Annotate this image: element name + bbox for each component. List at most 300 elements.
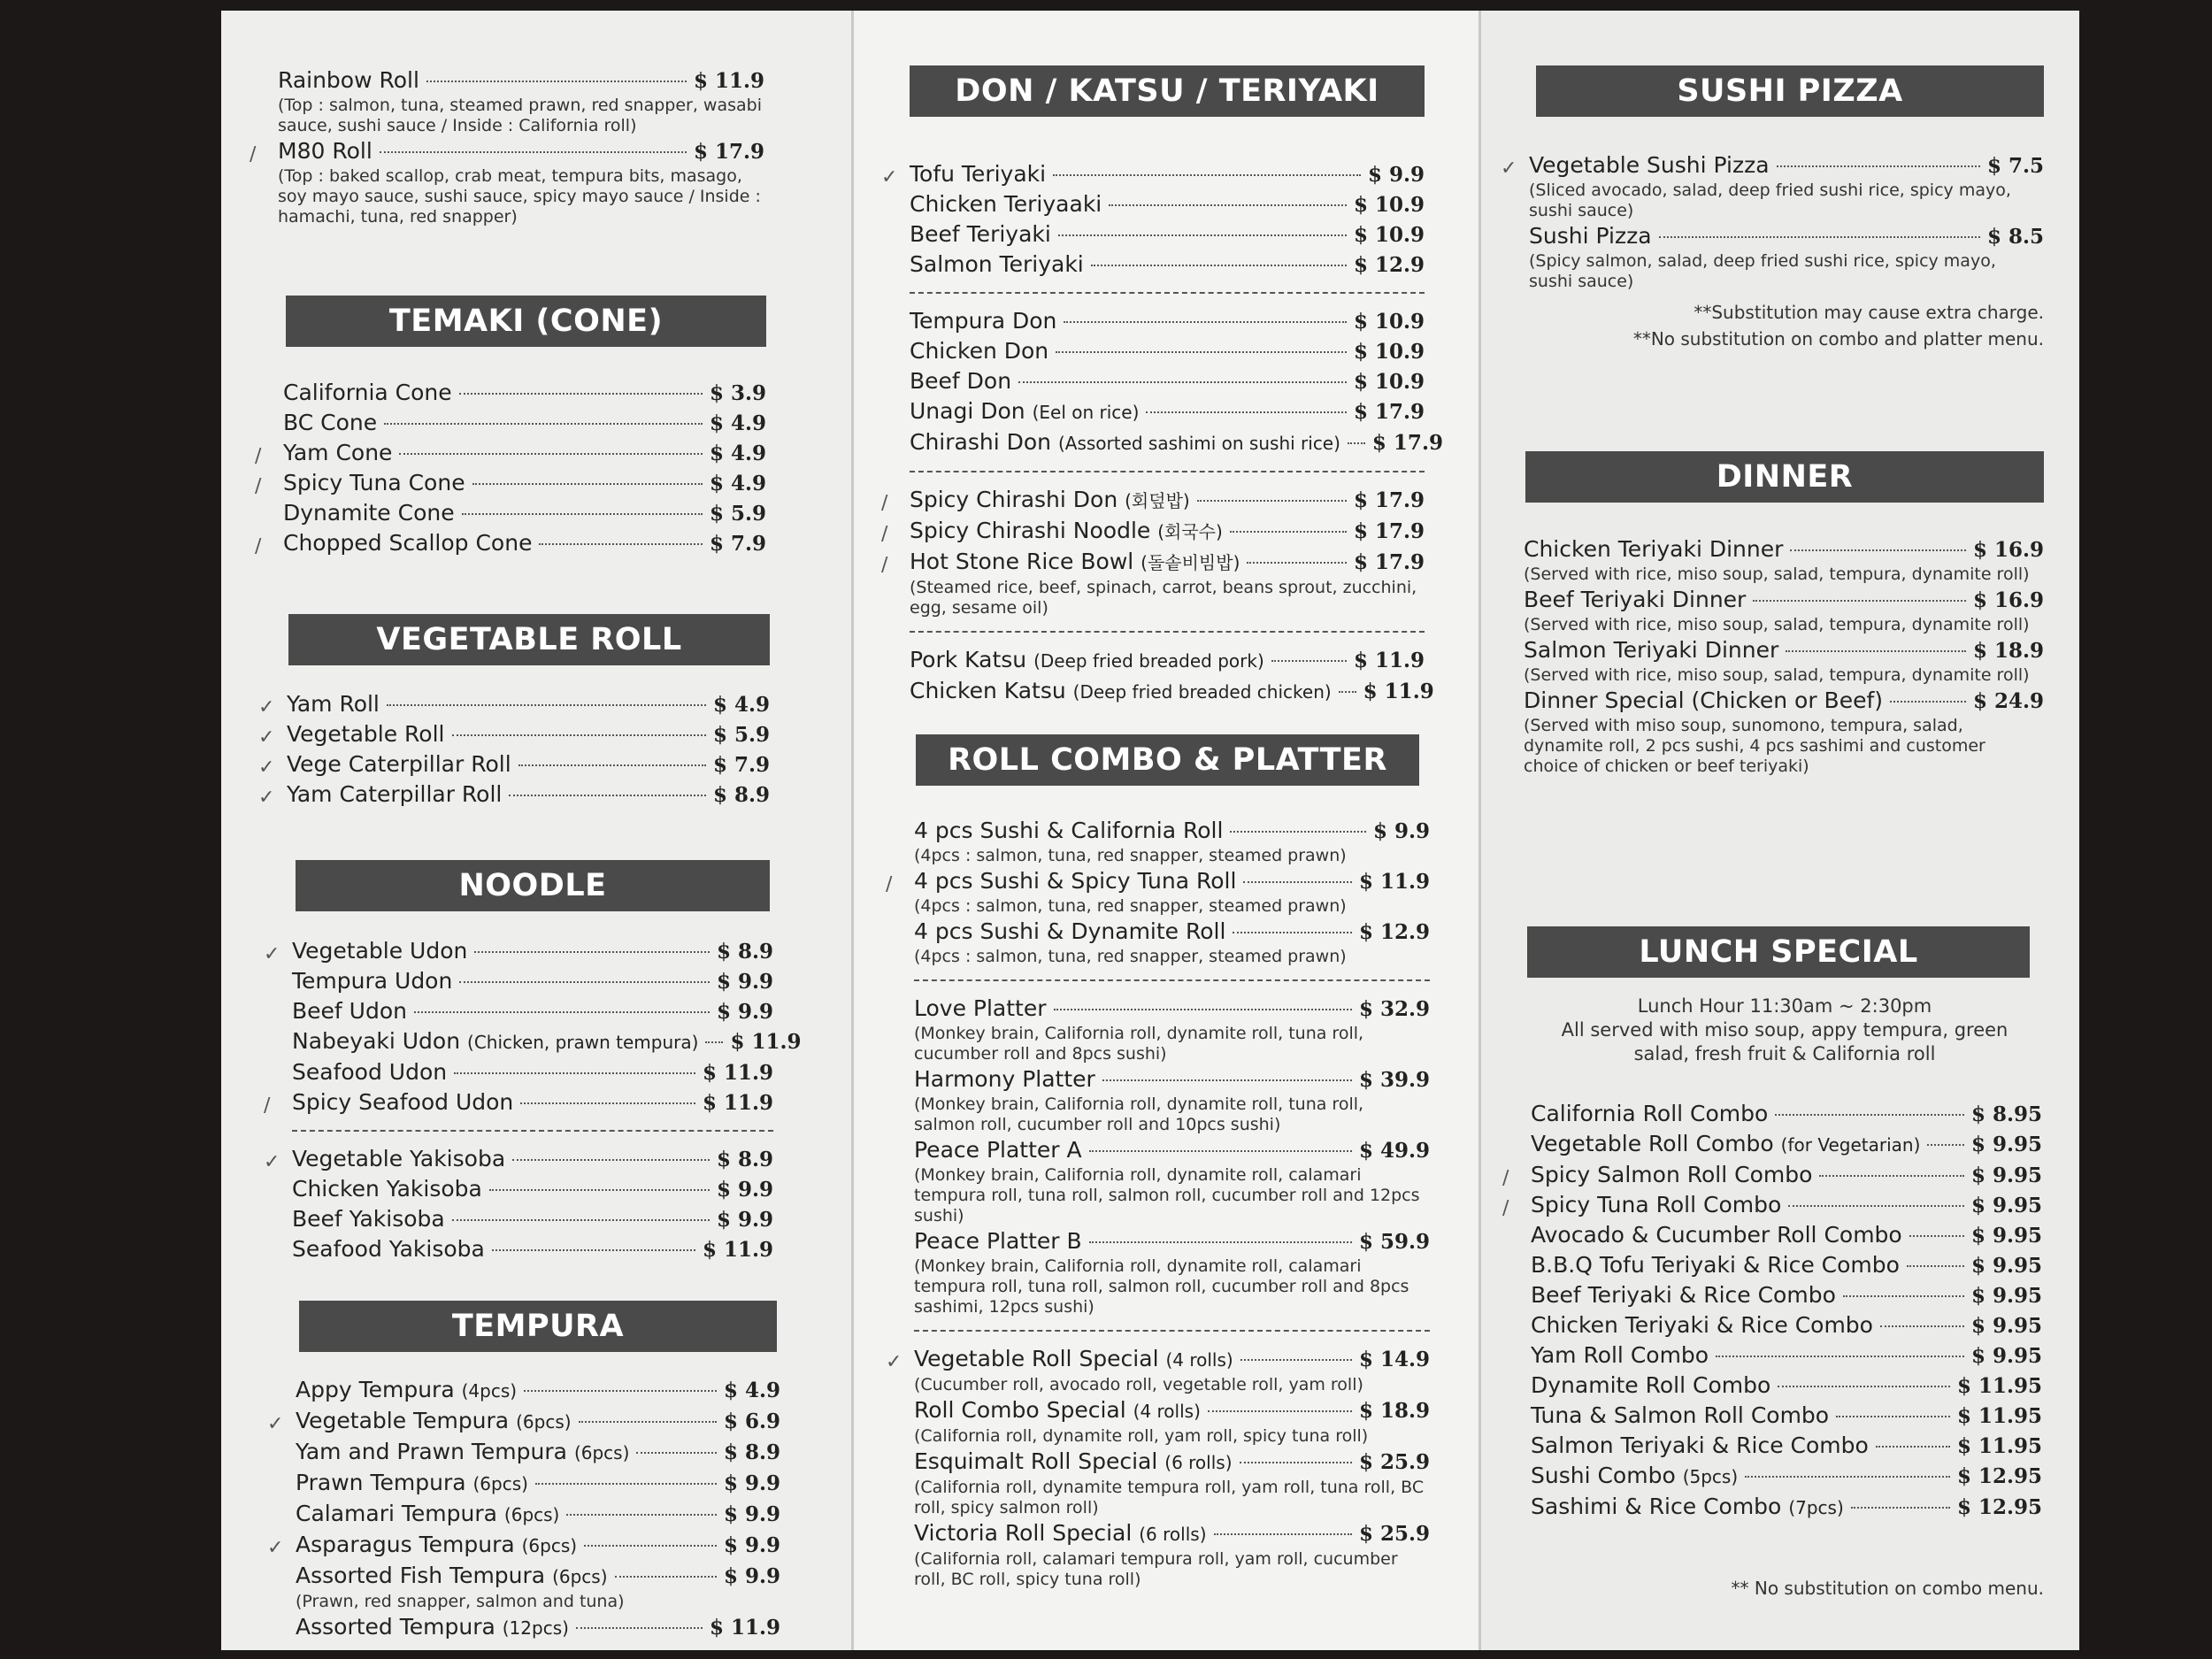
item-name-text: Spicy Chirashi Don	[910, 487, 1118, 512]
dot-leader	[1843, 1295, 1964, 1297]
menu-item	[1531, 1250, 2042, 1280]
item-name	[910, 516, 1223, 547]
item-name	[292, 1204, 445, 1233]
item-name-text: Nabeyaki Udon	[292, 1028, 461, 1054]
dot-leader	[452, 1219, 710, 1221]
item-price: $ 24.9	[1972, 689, 2044, 713]
item-description: (Served with rice, miso soup, salad, tempura, dynamite roll)	[1524, 615, 2030, 634]
item-name	[1531, 1099, 1768, 1128]
item-price: $ 11.9	[709, 1616, 780, 1640]
section-temaki	[286, 296, 766, 365]
item-price: $ 10.9	[1353, 223, 1425, 247]
menu-item	[278, 65, 764, 136]
item-price: $ 9.9	[716, 1000, 773, 1024]
item-name	[910, 427, 1340, 458]
dot-leader	[1927, 1144, 1964, 1146]
item-name-text: Pork Katsu	[910, 647, 1027, 672]
item-subtitle: (5pcs)	[1682, 1466, 1739, 1487]
item-price: $ 8.5	[1986, 225, 2044, 249]
item-name-text: Vegetable Udon	[292, 938, 468, 964]
dot-leader	[584, 1545, 717, 1547]
item-name-text: California Cone	[283, 380, 452, 405]
menu-panel-left	[221, 11, 851, 1650]
item-price: $ 32.9	[1358, 997, 1430, 1021]
item-price: $ 4.9	[709, 442, 766, 465]
item-description: (California roll, calamari tempura roll, yam roll, cucumber roll, BC roll, spicy tuna roll)	[914, 1549, 1398, 1589]
item-name-text: Chicken Teriyaki Dinner	[1524, 536, 1784, 562]
menu-item	[1531, 1492, 2042, 1523]
dot-leader	[1851, 1507, 1950, 1509]
item-price: $ 11.9	[1358, 870, 1430, 894]
substitution-note: **Substitution may cause extra charge.	[1694, 302, 2044, 323]
menu-item	[292, 1204, 773, 1234]
item-name	[287, 749, 511, 779]
item-price: $ 9.95	[1970, 1314, 2042, 1338]
dot-leader	[1876, 1446, 1950, 1448]
item-name-text: Chicken Teriyaki & Rice Combo	[1531, 1312, 1873, 1338]
leaf-icon: ✓	[267, 1537, 284, 1559]
item-name	[910, 219, 1051, 249]
item-name-text: Yam Cone	[283, 440, 393, 465]
item-name	[296, 1406, 572, 1437]
item-price: $ 8.9	[712, 783, 770, 807]
dot-leader	[472, 483, 703, 485]
menu-item	[267, 1406, 780, 1437]
item-price: $ 8.9	[716, 940, 773, 964]
item-price: $ 11.95	[1956, 1374, 2042, 1398]
item-name	[283, 378, 452, 407]
leaf-icon: ✓	[258, 696, 275, 718]
item-name	[910, 336, 1048, 365]
item-price: $ 14.9	[1358, 1348, 1430, 1371]
item-name-text: Sushi Pizza	[1529, 223, 1652, 249]
menu-item	[881, 159, 1425, 189]
item-price: $ 11.9	[1353, 649, 1425, 672]
chili-pepper-icon: ∕	[886, 873, 893, 895]
item-name-text: Vegetable Tempura	[296, 1408, 510, 1433]
item-subtitle: (Deep fried breaded pork)	[1033, 650, 1264, 672]
item-name-text: Beef Teriyaki Dinner	[1524, 587, 1747, 612]
item-name-text: Sushi Combo	[1531, 1463, 1676, 1488]
dot-leader	[705, 1041, 723, 1043]
item-name	[910, 547, 1240, 578]
dot-leader	[1778, 1386, 1950, 1387]
list-roll-combo-platter	[886, 816, 1430, 1590]
item-name	[287, 780, 502, 809]
item-price: $ 25.9	[1358, 1522, 1430, 1546]
item-price: $ 10.9	[1353, 370, 1425, 394]
menu-item	[296, 1499, 780, 1530]
section-vegetable-roll	[288, 614, 770, 683]
item-name	[914, 1344, 1233, 1375]
item-price: $ 17.9	[693, 140, 764, 164]
dot-leader	[1788, 1205, 1964, 1207]
item-name-text: Chicken Don	[910, 338, 1049, 364]
item-name-text: Esquimalt Roll Special	[914, 1448, 1158, 1474]
item-name-text: Sashimi & Rice Combo	[1531, 1494, 1782, 1519]
item-price: $ 4.9	[723, 1379, 780, 1402]
menu-item	[914, 1447, 1430, 1518]
divider	[910, 631, 1425, 633]
dot-leader	[459, 981, 710, 983]
menu-item	[296, 1375, 780, 1406]
item-name	[292, 1087, 513, 1117]
item-description: (California roll, dynamite roll, yam roll, spicy tuna roll)	[914, 1426, 1369, 1446]
item-name	[296, 1530, 577, 1561]
item-price: $ 9.9	[716, 970, 773, 994]
list-sushi-pizza	[1501, 150, 2044, 352]
dot-leader	[1745, 1476, 1950, 1478]
divider	[914, 979, 1430, 981]
item-price: $ 7.9	[709, 532, 766, 556]
item-name	[1531, 1340, 1709, 1370]
item-price: $ 9.9	[723, 1533, 780, 1557]
dot-leader	[1240, 1359, 1352, 1361]
menu-item	[1524, 585, 2044, 635]
menu-item	[296, 1561, 780, 1612]
item-name	[1531, 1280, 1836, 1310]
dot-leader	[1659, 236, 1980, 238]
item-name	[914, 1518, 1207, 1549]
menu-item	[292, 966, 773, 996]
dot-leader	[1109, 204, 1347, 206]
item-name-text: Beef Yakisoba	[292, 1206, 445, 1232]
menu-item	[881, 485, 1425, 516]
dot-leader	[452, 734, 706, 736]
item-name	[1524, 635, 1778, 664]
item-description: (Top : baked scallop, crab meat, tempura bits, masago, soy mayo sauce, sushi sauce, spicy mayo sauce / Inside : hamachi, tuna, red snapper)	[278, 166, 761, 227]
dot-leader	[524, 1390, 717, 1392]
item-name-text: 4 pcs Sushi & Spicy Tuna Roll	[914, 868, 1237, 894]
combo-note: ** No substitution on combo menu.	[1731, 1578, 2044, 1599]
item-name	[292, 936, 467, 965]
dot-leader	[1230, 531, 1347, 533]
item-price: $ 8.9	[723, 1440, 780, 1464]
dot-leader	[1089, 1150, 1352, 1152]
dot-leader	[1775, 1114, 1964, 1116]
divider	[292, 1130, 773, 1132]
item-name-text: BC Cone	[283, 410, 378, 435]
item-name-text: Love Platter	[914, 995, 1047, 1021]
item-name-text: Chopped Scallop Cone	[283, 530, 533, 556]
dot-leader	[1056, 351, 1347, 353]
menu-item	[910, 336, 1425, 366]
leaf-icon: ✓	[258, 787, 275, 809]
item-price: $ 39.9	[1358, 1068, 1430, 1092]
section-title: VEGETABLE ROLL	[288, 614, 770, 665]
item-price: $ 9.95	[1970, 1194, 2042, 1217]
item-name	[287, 689, 380, 718]
item-name-text: Tempura Don	[910, 308, 1057, 334]
item-name-text: Salmon Teriyaki & Rice Combo	[1531, 1432, 1869, 1458]
item-name	[914, 1135, 1082, 1164]
list-temaki	[255, 378, 766, 558]
item-name-text: Beef Teriyaki & Rice Combo	[1531, 1282, 1836, 1308]
list-vegetable-roll	[258, 689, 770, 810]
item-name	[296, 1561, 608, 1592]
item-price: $ 18.9	[1358, 1399, 1430, 1423]
menu-item	[886, 1344, 1430, 1395]
item-name-text: Spicy Tuna Roll Combo	[1531, 1192, 1782, 1217]
menu-item	[1524, 686, 2044, 777]
item-name	[910, 250, 1084, 279]
dot-leader	[535, 1483, 717, 1485]
menu-item	[292, 1174, 773, 1204]
item-description: (Prawn, red snapper, salmon and tuna)	[296, 1592, 625, 1611]
item-name-text: Yam Roll	[287, 691, 380, 717]
item-name-text: Beef Don	[910, 368, 1012, 394]
dot-leader	[1348, 442, 1365, 444]
chili-pepper-icon: ∕	[1502, 1167, 1509, 1189]
item-price: $ 10.9	[1353, 193, 1425, 217]
item-price: $ 9.9	[716, 1178, 773, 1202]
dot-leader	[576, 1627, 703, 1629]
item-subtitle: (4pcs)	[461, 1380, 518, 1402]
item-name-text: Spicy Tuna Cone	[283, 470, 465, 495]
item-price: $ 18.9	[1972, 639, 2044, 663]
section-dinner	[1525, 451, 2044, 520]
lunch-note	[1525, 1575, 2044, 1601]
dot-leader	[489, 1189, 710, 1191]
item-price: $ 11.9	[1363, 680, 1434, 703]
dot-leader	[1240, 1462, 1352, 1463]
item-name	[1531, 1160, 1812, 1189]
item-name	[278, 136, 373, 165]
item-name-text: Dynamite Cone	[283, 500, 455, 526]
item-name-text: Dynamite Roll Combo	[1531, 1372, 1771, 1398]
item-price: $ 17.9	[1353, 519, 1425, 543]
item-name	[296, 1499, 559, 1530]
item-name-text: Rainbow Roll	[278, 67, 419, 93]
section-title: ROLL COMBO & PLATTER	[916, 734, 1419, 786]
item-name-text: Chirashi Don	[910, 429, 1051, 455]
item-name-text: Beef Teriyaki	[910, 221, 1051, 247]
item-name	[1531, 1371, 1770, 1400]
item-name	[296, 1468, 528, 1499]
item-price: $ 9.95	[1970, 1344, 2042, 1368]
menu-item	[881, 516, 1425, 547]
item-price: $ 9.9	[1367, 163, 1425, 187]
item-name	[1529, 150, 1770, 180]
item-name-text: Tuna & Salmon Roll Combo	[1531, 1402, 1830, 1428]
item-description: (Monkey brain, California roll, dynamite roll, calamari tempura roll, tuna roll, salmon roll, cucumber roll and 8pcs sashimi, 12pcs sushi)	[914, 1256, 1409, 1317]
item-name	[278, 65, 419, 95]
menu-item	[910, 427, 1443, 458]
item-name	[914, 1395, 1201, 1426]
section-sushi-pizza	[1536, 65, 2044, 134]
dot-leader	[474, 951, 710, 953]
item-name	[1531, 1220, 1902, 1249]
item-name	[910, 189, 1102, 219]
menu-item	[1531, 1310, 2042, 1340]
menu-item	[258, 780, 770, 810]
item-price: $ 16.9	[1972, 538, 2044, 562]
item-price: $ 17.9	[1353, 488, 1425, 512]
dot-leader	[399, 453, 703, 455]
list-dinner	[1524, 534, 2044, 777]
item-price: $ 6.9	[723, 1409, 780, 1433]
menu-item	[255, 438, 766, 468]
menu-item	[1531, 1220, 2042, 1250]
item-name	[910, 645, 1264, 676]
item-name-text: Vegetable Sushi Pizza	[1529, 152, 1770, 178]
item-name-text: B.B.Q Tofu Teriyaki & Rice Combo	[1531, 1252, 1900, 1278]
item-name-text: Vegetable Yakisoba	[292, 1146, 506, 1171]
menu-item	[1531, 1280, 2042, 1310]
item-subtitle: (4 rolls)	[1165, 1349, 1233, 1371]
item-price: $ 9.95	[1970, 1164, 2042, 1187]
item-name-text: M80 Roll	[278, 138, 373, 164]
section-title: LUNCH SPECIAL	[1527, 926, 2030, 978]
item-description: (Served with rice, miso soup, salad, tempura, dynamite roll)	[1524, 565, 2030, 584]
item-name-text: Beef Udon	[292, 998, 407, 1024]
item-subtitle: (6pcs)	[552, 1566, 608, 1587]
leaf-icon: ✓	[264, 943, 280, 965]
menu-item	[296, 1468, 780, 1499]
item-name-text: Prawn Tempura	[296, 1470, 466, 1495]
item-name-text: Spicy Salmon Roll Combo	[1531, 1162, 1813, 1187]
chili-pepper-icon: ∕	[881, 523, 888, 545]
dot-leader	[518, 764, 706, 766]
leaf-icon: ✓	[267, 1413, 284, 1435]
item-price: $ 9.95	[1970, 1133, 2042, 1156]
item-name-text: Unagi Don	[910, 398, 1025, 424]
item-name-text: Vegetable Roll Combo	[1531, 1131, 1774, 1156]
item-price: $ 3.9	[709, 381, 766, 405]
menu-item	[296, 1612, 780, 1643]
item-price: $ 12.95	[1956, 1495, 2042, 1519]
dot-leader	[1102, 1079, 1352, 1081]
dot-leader	[462, 513, 703, 515]
dot-leader	[1777, 165, 1980, 167]
item-name-text: Peace Platter A	[914, 1137, 1082, 1163]
item-subtitle: (6pcs)	[472, 1473, 528, 1494]
menu-item	[886, 866, 1430, 917]
item-name	[914, 1226, 1082, 1256]
item-name	[910, 676, 1332, 707]
item-name	[1531, 1401, 1829, 1430]
item-name	[292, 1174, 482, 1203]
dot-leader	[1339, 691, 1356, 693]
menu-item	[258, 719, 770, 749]
dot-leader	[1790, 549, 1966, 551]
leaf-icon: ✓	[1501, 157, 1517, 180]
menu-item	[910, 189, 1425, 219]
item-name	[1524, 686, 1883, 715]
item-subtitle: (4 rolls)	[1133, 1401, 1201, 1422]
item-price: $ 17.9	[1371, 431, 1443, 455]
item-name	[283, 498, 455, 527]
menu-item	[910, 250, 1425, 280]
item-name	[1531, 1190, 1781, 1219]
item-name-text: Seafood Yakisoba	[292, 1236, 485, 1262]
dot-leader	[1243, 881, 1352, 883]
item-subtitle: (7pcs)	[1788, 1497, 1844, 1518]
item-name	[1524, 534, 1783, 564]
item-name-text: Appy Tempura	[296, 1377, 455, 1402]
item-description: (Sliced avocado, salad, deep fried sushi rice, spicy mayo, sushi sauce)	[1529, 180, 2011, 220]
item-name-text: Tempura Udon	[292, 968, 453, 994]
item-description: (Monkey brain, California roll, dynamite roll, tuna roll, salmon roll, cucumber roll and 10pcs sushi)	[914, 1094, 1364, 1134]
dot-leader	[414, 1011, 710, 1013]
menu-item	[1531, 1401, 2042, 1431]
item-name-text: Tofu Teriyaki	[910, 161, 1047, 187]
item-subtitle: (12pcs)	[502, 1617, 569, 1639]
dot-leader	[1230, 831, 1366, 833]
menu-item	[910, 645, 1425, 676]
menu-item	[914, 917, 1430, 967]
menu-item	[1531, 1340, 2042, 1371]
item-name	[296, 1612, 569, 1643]
menu-item	[910, 306, 1425, 336]
dot-leader	[459, 393, 703, 395]
item-subtitle: (6 rolls)	[1139, 1524, 1207, 1545]
menu-item	[1531, 1371, 2042, 1401]
item-price: $ 9.9	[723, 1564, 780, 1588]
leaf-icon: ✓	[258, 726, 275, 749]
item-name	[292, 1057, 447, 1087]
dot-leader	[1208, 1410, 1352, 1412]
item-name-text: Victoria Roll Special	[914, 1520, 1133, 1546]
menu-item	[283, 498, 766, 528]
item-price: $ 9.95	[1970, 1224, 2042, 1248]
dot-leader	[1836, 1416, 1950, 1417]
item-name	[914, 1447, 1233, 1478]
item-price: $ 16.9	[1972, 588, 2044, 612]
dot-leader	[1214, 1533, 1352, 1535]
item-name	[1531, 1310, 1873, 1340]
dot-leader	[1089, 1241, 1352, 1243]
item-price: $ 25.9	[1358, 1450, 1430, 1474]
item-price: $ 11.9	[702, 1061, 773, 1085]
item-price: $ 4.9	[709, 411, 766, 435]
item-name	[914, 1064, 1095, 1094]
item-name-text: Yam Roll Combo	[1531, 1342, 1709, 1368]
item-name-text: Salmon Teriyaki Dinner	[1524, 637, 1779, 663]
item-name-text: Chicken Yakisoba	[292, 1176, 482, 1202]
chili-pepper-icon: ∕	[1502, 1197, 1509, 1219]
section-top-rolls	[250, 65, 764, 227]
menu-item	[914, 1135, 1430, 1226]
dot-leader	[1786, 650, 1966, 652]
item-description: (4pcs : salmon, tuna, red snapper, steamed prawn)	[914, 896, 1347, 916]
item-name	[283, 408, 377, 437]
item-price: $ 8.95	[1970, 1102, 2042, 1126]
item-price: $ 7.9	[712, 753, 770, 777]
item-name	[1531, 1461, 1738, 1492]
item-name	[1529, 221, 1652, 250]
item-price: $ 10.9	[1353, 340, 1425, 364]
dot-leader	[1054, 1009, 1352, 1010]
dot-leader	[1909, 1235, 1964, 1237]
item-subtitle: (6 rolls)	[1164, 1452, 1233, 1473]
item-name	[910, 159, 1046, 188]
item-name-text: Chicken Katsu	[910, 678, 1066, 703]
dot-leader	[1819, 1175, 1964, 1177]
menu-item	[910, 219, 1425, 250]
item-name	[914, 866, 1236, 895]
menu-panel-middle	[854, 11, 1479, 1650]
list-tempura	[267, 1375, 780, 1643]
menu-item	[1524, 534, 2044, 585]
chili-pepper-icon: ∕	[881, 554, 888, 576]
dot-leader	[1907, 1265, 1964, 1267]
item-price: $ 11.9	[702, 1238, 773, 1262]
item-price: $ 9.95	[1970, 1284, 2042, 1308]
dot-leader	[1053, 174, 1361, 176]
item-subtitle: (Assorted sashimi on sushi rice)	[1057, 433, 1340, 454]
item-name	[1531, 1492, 1844, 1523]
